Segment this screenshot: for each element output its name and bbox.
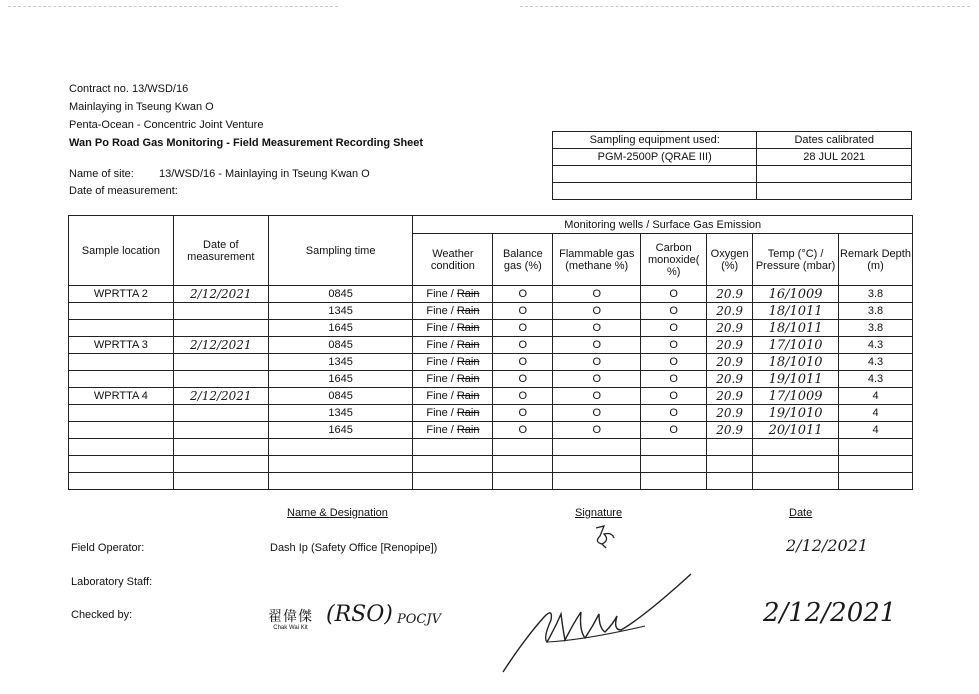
header-carbon-monoxide: Carbon monoxide( %) xyxy=(641,234,707,286)
empty-cell xyxy=(707,473,753,490)
empty-cell xyxy=(69,473,174,490)
weather-cell xyxy=(413,286,493,303)
empty-cell xyxy=(493,439,553,456)
checked-by-date: 2/12/2021 xyxy=(763,598,897,628)
carbon-monoxide-cell: O xyxy=(641,405,707,422)
sampling-time-cell: 1645 xyxy=(268,422,413,439)
table-row-empty xyxy=(69,456,913,473)
date-cell: 2/12/2021 xyxy=(173,286,268,303)
empty-cell xyxy=(493,456,553,473)
date-cell: 2/12/2021 xyxy=(173,388,268,405)
date-of-measurement-label: Date of measurement: xyxy=(69,185,178,197)
equipment-table xyxy=(552,131,912,200)
carbon-monoxide-cell: O xyxy=(641,371,707,388)
table-row xyxy=(69,371,913,388)
weather-rain-struck: Rain xyxy=(456,407,480,419)
oxygen-cell: 20.9 xyxy=(707,405,753,422)
empty-cell xyxy=(753,473,839,490)
empty-cell xyxy=(753,439,839,456)
header-balance-gas: Balance gas (%) xyxy=(493,234,553,286)
table-row-empty xyxy=(69,439,913,456)
sample-location-cell xyxy=(69,303,174,320)
sample-location-cell: WPRTTA 2 xyxy=(69,286,174,303)
remark-depth-cell: 4 xyxy=(839,405,913,422)
weather-cell xyxy=(413,388,493,405)
weather-cell xyxy=(413,371,493,388)
date-cell xyxy=(173,320,268,337)
table-row xyxy=(69,286,913,303)
remark-depth-cell: 4.3 xyxy=(839,354,913,371)
weather-fine: Fine / xyxy=(426,424,454,436)
laboratory-staff-label: Laboratory Staff: xyxy=(71,576,153,588)
equipment-empty-cell xyxy=(553,183,757,200)
empty-cell xyxy=(707,439,753,456)
sample-location-cell xyxy=(69,405,174,422)
weather-cell xyxy=(413,422,493,439)
carbon-monoxide-cell: O xyxy=(641,320,707,337)
sampling-time-cell: 0845 xyxy=(268,388,413,405)
weather-cell xyxy=(413,303,493,320)
empty-cell xyxy=(753,456,839,473)
weather-cell xyxy=(413,320,493,337)
empty-cell xyxy=(553,473,641,490)
balance-gas-cell: O xyxy=(493,286,553,303)
empty-cell xyxy=(413,456,493,473)
field-operator-label: Field Operator: xyxy=(71,542,145,554)
header-sampling-time: Sampling time xyxy=(268,216,413,286)
table-row xyxy=(69,337,913,354)
table-row xyxy=(69,320,913,337)
contract-number: Contract no. 13/WSD/16 xyxy=(69,83,189,95)
remark-depth-cell: 3.8 xyxy=(839,320,913,337)
empty-cell xyxy=(173,456,268,473)
weather-rain-struck: Rain xyxy=(456,356,480,368)
weather-rain-struck: Rain xyxy=(456,390,480,402)
sample-location-cell xyxy=(69,371,174,388)
header-sample-location: Sample location xyxy=(69,216,174,286)
flammable-gas-cell: O xyxy=(553,303,641,320)
sampling-time-cell: 0845 xyxy=(268,337,413,354)
carbon-monoxide-cell: O xyxy=(641,354,707,371)
sample-location-cell: WPRTTA 4 xyxy=(69,388,174,405)
contractor-name: Penta-Ocean - Concentric Joint Venture xyxy=(69,119,264,131)
name-designation-heading: Name & Designation xyxy=(287,507,388,519)
weather-fine: Fine / xyxy=(426,407,454,419)
temp-pressure-cell: 17/1010 xyxy=(753,337,839,354)
empty-cell xyxy=(707,456,753,473)
table-row xyxy=(69,388,913,405)
carbon-monoxide-cell: O xyxy=(641,286,707,303)
temp-pressure-cell: 17/1009 xyxy=(753,388,839,405)
weather-fine: Fine / xyxy=(426,356,454,368)
weather-rain-struck: Rain xyxy=(456,322,480,334)
carbon-monoxide-cell: O xyxy=(641,422,707,439)
remark-depth-cell: 3.8 xyxy=(839,286,913,303)
table-row-empty xyxy=(69,473,913,490)
checked-by-chinese-name: 翟偉傑 xyxy=(268,609,313,625)
field-operator-signature xyxy=(590,524,620,550)
site-value: 13/WSD/16 - Mainlaying in Tseung Kwan O xyxy=(159,168,370,180)
signature-heading: Signature xyxy=(575,507,623,519)
sampling-time-cell: 1345 xyxy=(268,303,413,320)
balance-gas-cell: O xyxy=(493,371,553,388)
equipment-instrument: PGM-2500P (QRAE III) xyxy=(553,149,757,166)
weather-cell xyxy=(413,354,493,371)
remark-depth-cell: 4.3 xyxy=(839,371,913,388)
weather-fine: Fine / xyxy=(426,305,454,317)
flammable-gas-cell: O xyxy=(553,388,641,405)
balance-gas-cell: O xyxy=(493,337,553,354)
empty-cell xyxy=(553,439,641,456)
date-cell xyxy=(173,303,268,320)
empty-cell xyxy=(641,456,707,473)
equipment-empty-cell xyxy=(757,166,912,183)
table-row xyxy=(69,422,913,439)
sampling-time-cell: 1345 xyxy=(268,354,413,371)
empty-cell xyxy=(839,456,913,473)
scan-artifact-line xyxy=(520,6,970,7)
date-cell xyxy=(173,354,268,371)
checked-by-signature xyxy=(495,568,705,678)
equipment-header: Sampling equipment used: xyxy=(553,132,757,149)
site-label: Name of site: xyxy=(69,168,134,180)
empty-cell xyxy=(69,439,174,456)
date-cell xyxy=(173,371,268,388)
oxygen-cell: 20.9 xyxy=(707,320,753,337)
sheet-title: Wan Po Road Gas Monitoring - Field Measurement Recording Sheet xyxy=(69,137,424,149)
empty-cell xyxy=(268,473,413,490)
empty-cell xyxy=(268,456,413,473)
project-name: Mainlaying in Tseung Kwan O xyxy=(69,101,214,113)
header-monitoring-wells: Monitoring wells / Surface Gas Emission xyxy=(413,216,913,234)
weather-fine: Fine / xyxy=(426,373,454,385)
header-oxygen: Oxygen (%) xyxy=(707,234,753,286)
empty-cell xyxy=(641,473,707,490)
checked-by-english-name: Chak Wai Kit xyxy=(273,625,308,631)
empty-cell xyxy=(268,439,413,456)
date-heading: Date xyxy=(789,507,813,519)
oxygen-cell: 20.9 xyxy=(707,422,753,439)
oxygen-cell: 20.9 xyxy=(707,354,753,371)
table-row xyxy=(69,354,913,371)
balance-gas-cell: O xyxy=(493,303,553,320)
sampling-time-cell: 1645 xyxy=(268,371,413,388)
empty-cell xyxy=(413,473,493,490)
weather-rain-struck: Rain xyxy=(456,424,480,436)
balance-gas-cell: O xyxy=(493,422,553,439)
measurement-table xyxy=(68,215,913,490)
checked-by-role: (RSO) xyxy=(326,602,393,627)
header-flammable-gas: Flammable gas (methane %) xyxy=(553,234,641,286)
date-cell xyxy=(173,405,268,422)
balance-gas-cell: O xyxy=(493,320,553,337)
remark-depth-cell: 4 xyxy=(839,422,913,439)
sampling-time-cell: 0845 xyxy=(268,286,413,303)
flammable-gas-cell: O xyxy=(553,354,641,371)
sample-location-cell: WPRTTA 3 xyxy=(69,337,174,354)
field-operator-name: Dash Ip (Safety Office [Renopipe]) xyxy=(270,542,438,554)
weather-cell xyxy=(413,405,493,422)
weather-rain-struck: Rain xyxy=(456,288,480,300)
table-row xyxy=(69,405,913,422)
flammable-gas-cell: O xyxy=(553,422,641,439)
empty-cell xyxy=(553,456,641,473)
sample-location-cell xyxy=(69,320,174,337)
weather-cell xyxy=(413,337,493,354)
checked-by-name-chop xyxy=(268,606,313,631)
weather-rain-struck: Rain xyxy=(456,373,480,385)
weather-fine: Fine / xyxy=(426,339,454,351)
temp-pressure-cell: 18/1011 xyxy=(753,303,839,320)
temp-pressure-cell: 18/1011 xyxy=(753,320,839,337)
calibration-header: Dates calibrated xyxy=(757,132,912,149)
temp-pressure-cell: 16/1009 xyxy=(753,286,839,303)
empty-cell xyxy=(173,439,268,456)
oxygen-cell: 20.9 xyxy=(707,388,753,405)
remark-depth-cell: 4 xyxy=(839,388,913,405)
weather-fine: Fine / xyxy=(426,390,454,402)
empty-cell xyxy=(839,439,913,456)
header-weather: Weather condition xyxy=(413,234,493,286)
carbon-monoxide-cell: O xyxy=(641,388,707,405)
empty-cell xyxy=(493,473,553,490)
oxygen-cell: 20.9 xyxy=(707,286,753,303)
weather-fine: Fine / xyxy=(426,322,454,334)
checked-by-label: Checked by: xyxy=(71,609,133,621)
flammable-gas-cell: O xyxy=(553,371,641,388)
remark-depth-cell: 3.8 xyxy=(839,303,913,320)
empty-cell xyxy=(641,439,707,456)
empty-cell xyxy=(839,473,913,490)
flammable-gas-cell: O xyxy=(553,337,641,354)
oxygen-cell: 20.9 xyxy=(707,337,753,354)
flammable-gas-cell: O xyxy=(553,405,641,422)
temp-pressure-cell: 19/1010 xyxy=(753,405,839,422)
remark-depth-cell: 4.3 xyxy=(839,337,913,354)
field-operator-date: 2/12/2021 xyxy=(786,536,869,555)
weather-rain-struck: Rain xyxy=(456,305,480,317)
empty-cell xyxy=(173,473,268,490)
temp-pressure-cell: 18/1010 xyxy=(753,354,839,371)
equipment-empty-cell xyxy=(757,183,912,200)
carbon-monoxide-cell: O xyxy=(641,337,707,354)
table-row xyxy=(69,303,913,320)
oxygen-cell: 20.9 xyxy=(707,371,753,388)
sample-location-cell xyxy=(69,422,174,439)
empty-cell xyxy=(413,439,493,456)
temp-pressure-cell: 19/1011 xyxy=(753,371,839,388)
sample-location-cell xyxy=(69,354,174,371)
carbon-monoxide-cell: O xyxy=(641,303,707,320)
sampling-time-cell: 1345 xyxy=(268,405,413,422)
date-cell: 2/12/2021 xyxy=(173,337,268,354)
weather-fine: Fine / xyxy=(426,288,454,300)
weather-rain-struck: Rain xyxy=(456,339,480,351)
flammable-gas-cell: O xyxy=(553,286,641,303)
balance-gas-cell: O xyxy=(493,388,553,405)
flammable-gas-cell: O xyxy=(553,320,641,337)
equipment-empty-cell xyxy=(553,166,757,183)
header-date-of-measurement: Date of measurement xyxy=(173,216,268,286)
balance-gas-cell: O xyxy=(493,354,553,371)
header-temp-pressure: Temp (°C) / Pressure (mbar) xyxy=(753,234,839,286)
header-remark-depth: Remark Depth (m) xyxy=(839,234,913,286)
checked-by-organisation: POCJV xyxy=(397,612,441,627)
oxygen-cell: 20.9 xyxy=(707,303,753,320)
scan-artifact-line xyxy=(8,6,338,7)
date-cell xyxy=(173,422,268,439)
temp-pressure-cell: 20/1011 xyxy=(753,422,839,439)
document-header xyxy=(69,80,423,152)
balance-gas-cell: O xyxy=(493,405,553,422)
empty-cell xyxy=(69,456,174,473)
equipment-calibrated-date: 28 JUL 2021 xyxy=(757,149,912,166)
sampling-time-cell: 1645 xyxy=(268,320,413,337)
